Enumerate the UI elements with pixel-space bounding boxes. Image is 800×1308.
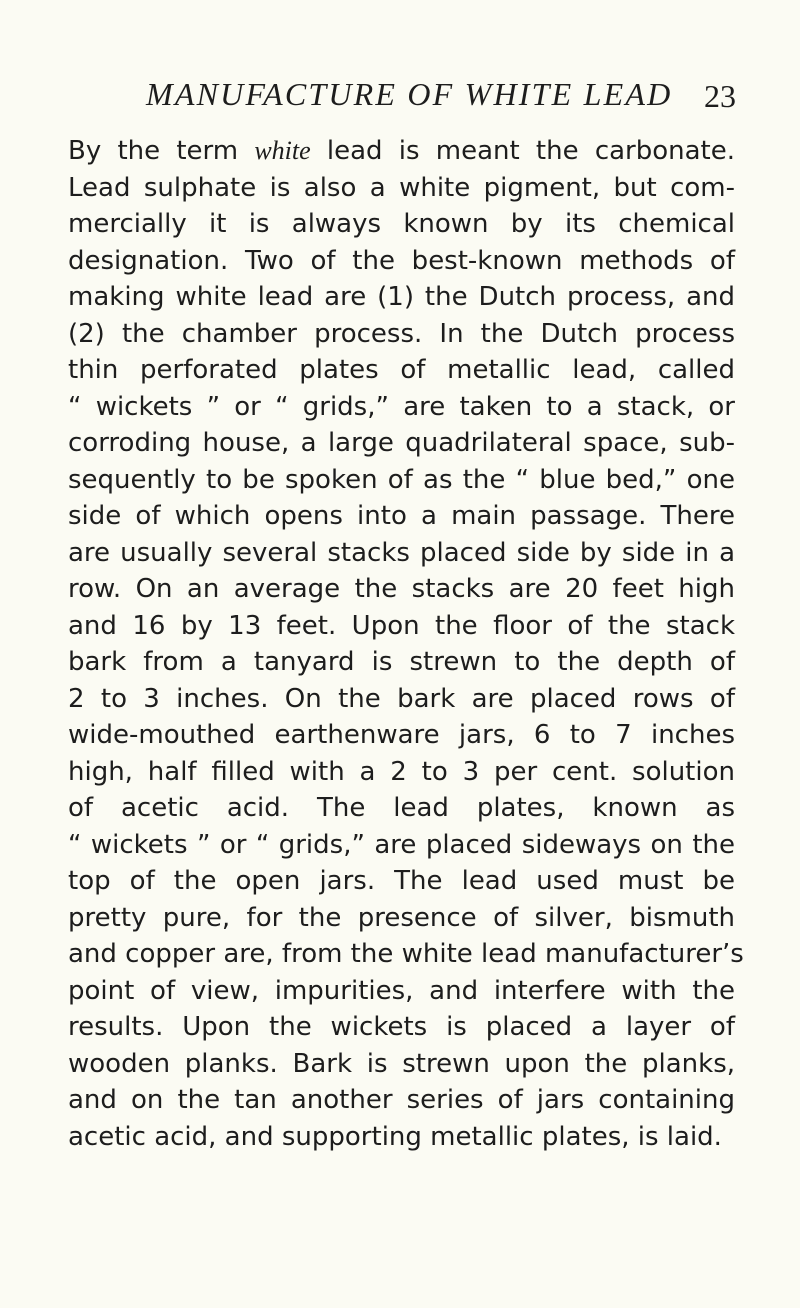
text-line: “ wickets ” or “ grids,” are taken to a stack, or — [68, 391, 735, 422]
text-line: high, half filled with a 2 to 3 per cent. solution — [68, 756, 735, 787]
text-fragment: By the term — [68, 136, 255, 166]
text-line: results. Upon the wickets is placed a layer of — [68, 1012, 735, 1042]
text-line: side of which opens into a main passage. There — [68, 501, 735, 531]
italic-term: white — [254, 136, 311, 165]
text-line: and copper are, from the white lead manufacturer’s — [68, 939, 744, 969]
text-line: row. On an average the stacks are 20 feet high — [68, 574, 735, 604]
text-line: are usually several stacks placed side by side in a — [68, 537, 735, 568]
text-line: and on the tan another series of jars containing — [68, 1085, 735, 1115]
text-line: Lead sulphate is also a white pigment, but com- — [68, 172, 735, 203]
text-line: “ wickets ” or “ grids,” are placed sideways on the — [68, 829, 735, 860]
text-line: pretty pure, for the presence of silver, bismuth — [68, 902, 735, 933]
text-line: corroding house, a large quadrilateral space, sub- — [68, 428, 735, 458]
text-line: and 16 by 13 feet. Upon the floor of the stack — [68, 610, 735, 641]
text-line: point of view, impurities, and interfere with the — [68, 975, 735, 1006]
text-fragment: lead is meant the carbonate. — [310, 136, 736, 166]
text-line: sequently to be spoken of as the “ blue bed,” one — [68, 464, 735, 495]
text-line: of acetic acid. The lead plates, known as — [68, 793, 735, 823]
text-line: mercially it is always known by its chemical — [68, 209, 735, 239]
page-number: 23 — [704, 78, 736, 114]
text-line — [68, 133, 735, 170]
text-line: making white lead are (1) the Dutch process, and — [68, 282, 735, 312]
text-line: 2 to 3 inches. On the bark are placed rows of — [68, 683, 735, 714]
text-line: bark from a tanyard is strewn to the depth of — [68, 647, 735, 677]
text-line: thin perforated plates of metallic lead, called — [68, 355, 735, 385]
text-line: wooden planks. Bark is strewn upon the planks, — [68, 1048, 735, 1079]
text-line: designation. Two of the best-known methods of — [68, 245, 735, 276]
body-paragraph — [68, 133, 744, 1155]
text-line: top of the open jars. The lead used must be — [68, 866, 735, 896]
running-head: MANUFACTURE OF WHITE LEAD — [146, 76, 673, 112]
text-line: acetic acid, and supporting metallic plates, is laid. — [68, 1121, 722, 1152]
text-line: (2) the chamber process. In the Dutch process — [68, 318, 735, 349]
text-line: wide-mouthed earthenware jars, 6 to 7 inches — [68, 720, 735, 750]
